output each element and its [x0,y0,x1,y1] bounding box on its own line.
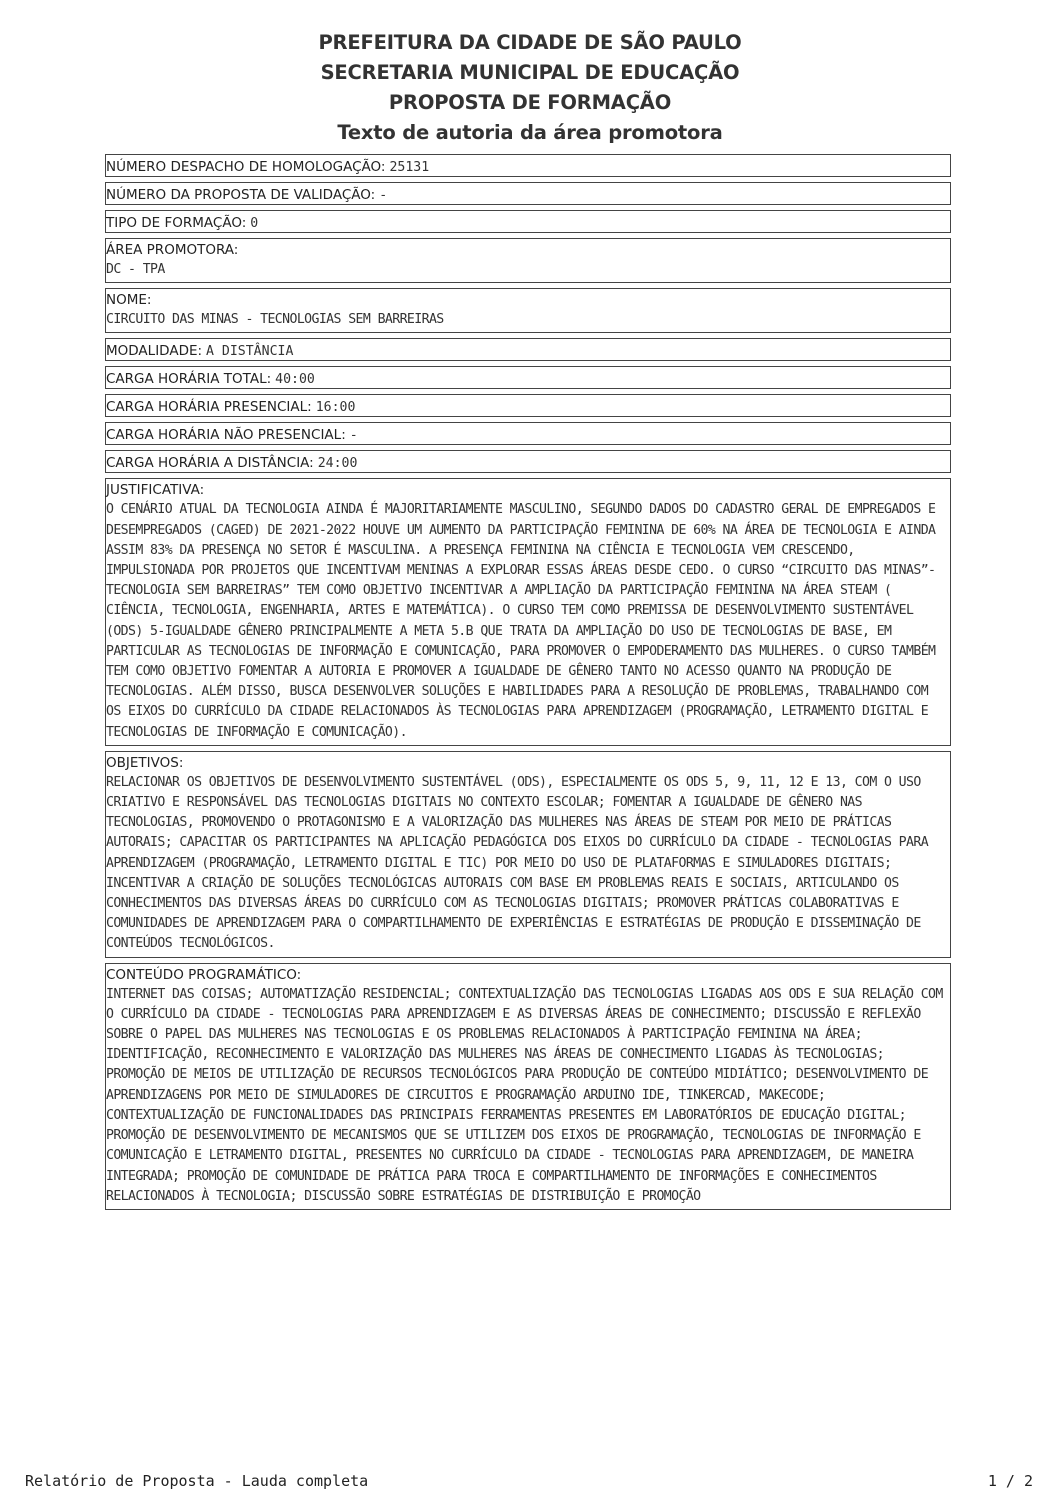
header-city: PREFEITURA DA CIDADE DE SÃO PAULO [318,31,742,54]
field-carga-nao-presencial [105,422,951,445]
form-fields [105,154,951,1215]
field-value: CIRCUITO DAS MINAS - TECNOLOGIAS SEM BARREIRAS [106,312,444,328]
document-header [0,28,1060,148]
field-area-promotora [105,238,951,283]
field-label: NÚMERO DA PROPOSTA DE VALIDAÇÃO: [106,187,376,203]
field-label: OBJETIVOS: [106,754,184,771]
field-nome [105,288,951,333]
field-carga-presencial [105,394,951,417]
field-value: RELACIONAR OS OBJETIVOS DE DESENVOLVIMENTO SUSTENTÁVEL (ODS), ESPECIALMENTE OS ODS 5, 9, 11, 12 E 13, COM O USO CRIATIVO E RESPONSÁVEL DAS TECNOLOGIAS DIGITAIS NO CONTEXTO ESCOLAR; FOMENTAR A IGUALDADE DE GÊNERO NAS TECNOLOGIAS, PROMOVENDO O PROTAGONISMO E A VALORIZAÇÃO DAS MULHERES NAS ÁREAS DE STEAM POR MEIO DE PRÁTICAS AUTORAIS; CAPACITAR OS PARTICIPANTES NA APLICAÇÃO PEDAGÓGICA DOS EIXOS DO CURRÍCULO DA CIDADE - TECNOLOGIAS PARA APRENDIZAGEM (PROGRAMAÇÃO, LETRAMENTO DIGITAL E TIC) POR MEIO DO USO DE PLATAFORMAS E SIMULADORES DIGITAIS; INCENTIVAR A CRIAÇÃO DE SOLUÇÕES TECNOLÓGICAS AUTORAIS COM BASE EM PROBLEMAS REAIS E SOCIAIS, ARTICULANDO OS CONHECIMENTOS DAS DIVERSAS ÁREAS DO CURRÍCULO COM AS TECNOLOGIAS DIGITAIS; PROMOVER PRÁTICAS COLABORATIVAS E COMUNIDADES DE APRENDIZAGEM PARA O COMPARTILHAMENTO DE EXPERIÊNCIAS E ESTRATÉGIAS DE PRODUÇÃO E DISSEMINAÇÃO DE CONTEÚDOS TECNOLÓGICOS. [106,774,936,952]
field-value: 16:00 [315,400,356,416]
field-label: TIPO DE FORMAÇÃO: [106,215,247,231]
field-carga-distancia [105,450,951,473]
field-carga-total [105,366,951,389]
field-conteudo-programatico [105,963,951,1210]
field-label: CARGA HORÁRIA PRESENCIAL: [106,399,312,416]
header-secretariat: SECRETARIA MUNICIPAL DE EDUCAÇÃO [320,61,740,84]
field-label: NOME: [106,292,152,309]
header-title: PROPOSTA DE FORMAÇÃO [388,91,672,114]
field-value: INTERNET DAS COISAS; AUTOMATIZAÇÃO RESIDENCIAL; CONTEXTUALIZAÇÃO DAS TECNOLOGIAS LIGADAS AOS ODS E SUA RELAÇÃO COM O CURRÍCULO DA CIDADE - TECNOLOGIAS PARA APRENDIZAGEM E AS DIVERSAS ÁREAS DE CONHECIMENTO; DISCUSSÃO E REFLEXÃO SOBRE O PAPEL DAS MULHERES NAS TECNOLOGIAS E OS PROBLEMAS RELACIONADOS À PARTICIPAÇÃO FEMININA NA ÁREA; IDENTIFICAÇÃO, RECONHECIMENTO E VALORIZAÇÃO DAS MULHERES NAS ÁREAS DE CONHECIMENTO LIGADAS ÀS TECNOLOGIAS; PROMOÇÃO DE MEIOS DE UTILIZAÇÃO DE RECURSOS TECNOLÓGICOS PARA PRODUÇÃO DE CONTEÚDO MIDIÁTICO; DESENVOLVIMENTO DE APRENDIZAGENS POR MEIO DE SIMULADORES DE CIRCUITOS E PROGRAMAÇÃO ARDUINO IDE, TINKERCAD, MAKECODE; CONTEXTUALIZAÇÃO DE FUNCIONALIDADES DAS PRINCIPAIS FERRAMENTAS PRESENTES EM LABORATÓRIOS DE EDUCAÇÃO DIGITAL; PROMOÇÃO DE DESENVOLVIMENTO DE MECANISMOS QUE SE UTILIZEM DOS EIXOS DE PROGRAMAÇÃO, TECNOLOGIAS DE INFORMAÇÃO E COMUNICAÇÃO E LETRAMENTO DIGITAL, PRESENTES NO CURRÍCULO DA CIDADE - TECNOLOGIAS PARA APRENDIZAGEM, DE MANEIRA INTEGRADA; PROMOÇÃO DE COMUNIDADE DE PRÁTICA PARA TROCA E COMPARTILHAMENTO DE INFORMAÇÕES E CONHECIMENTOS RELACIONADOS À TECNOLOGIA; DISCUSSÃO SOBRE ESTRATÉGIAS DE DISTRIBUIÇÃO E PROMOÇÃO [106,986,951,1204]
field-value: 0 [250,216,259,231]
field-label: JUSTIFICATIVA: [106,482,205,499]
field-label: CARGA HORÁRIA A DISTÂNCIA: [106,455,314,472]
field-value: - [379,188,388,203]
field-modalidade [105,338,951,361]
field-value: A DISTÂNCIA [206,344,294,360]
field-value: DC - TPA [106,262,165,277]
field-value: 24:00 [317,456,358,472]
page-number: 1 / 2 [987,1472,1033,1490]
field-label: NÚMERO DESPACHO DE HOMOLOGAÇÃO: [106,159,386,175]
field-objetivos [105,751,951,958]
field-despacho [105,154,951,177]
field-proposta [105,182,951,205]
field-label: CARGA HORÁRIA TOTAL: [106,371,272,388]
header-subtitle: Texto de autoria da área promotora [337,121,723,144]
field-value: 25131 [389,160,430,175]
field-value: O CENÁRIO ATUAL DA TECNOLOGIA AINDA É MAJORITARIAMENTE MASCULINO, SEGUNDO DADOS DO CADASTRO GERAL DE EMPREGADOS E DESEMPREGADOS (CAGED) DE 2021-2022 HOUVE UM AUMENTO DA PARTICIPAÇÃO FEMININA DE 60% NA ÁREA DE TECNOLOGIA E AINDA ASSIM 83% DA PRESENÇA NO SETOR É MASCULINA. A PRESENÇA FEMININA NA CIÊNCIA E TECNOLOGIA VEM CRESCENDO, IMPULSIONADA POR PROJETOS QUE INCENTIVAM MENINAS A EXPLORAR ESSAS ÁREAS DESDE CEDO. O CURSO “CIRCUITO DAS MINAS”-TECNOLOGIA SEM BARREIRAS” TEM COMO OBJETIVO INCENTIVAR A AMPLIAÇÃO DA PARTICIPAÇÃO FEMININA NA ÁREA STEAM ( CIÊNCIA, TECNOLOGIA, ENGENHARIA, ARTES E MATEMÁTICA). O CURSO TEM COMO PREMISSA DE DESENVOLVIMENTO SUSTENTÁVEL (ODS) 5-IGUALDADE GÊNERO PRINCIPALMENTE A META 5.B QUE TRATA DA AMPLIAÇÃO DO USO DE TECNOLOGIAS DE BASE, EM PARTICULAR AS TECNOLOGIAS DE INFORMAÇÃO E COMUNICAÇÃO, PARA PROMOVER O EMPODERAMENTO DAS MULHERES. O CURSO TAMBÉM TEM COMO OBJETIVO FOMENTAR A AUTORIA E PROMOVER A IGUALDADE DE GÊNERO TANTO NO ACESSO QUANTO NA PRODUÇÃO DE TECNOLOGIAS. ALÉM DISSO, BUSCA DESENVOLVER SOLUÇÕES E HABILIDADES PARA A RESOLUÇÃO DE PROBLEMAS, TRABALHANDO COM OS EIXOS DO CURRÍCULO DA CIDADE RELACIONADOS ÀS TECNOLOGIAS PARA APRENDIZAGEM (PROGRAMAÇÃO, LETRAMENTO DIGITAL E TECNOLOGIAS DE INFORMAÇÃO E COMUNICAÇÃO). [106,502,943,740]
field-value: 40:00 [275,372,315,388]
field-label: CARGA HORÁRIA NÃO PRESENCIAL: [106,427,346,444]
field-label: ÁREA PROMOTORA: [106,242,239,258]
field-value: - [349,428,358,444]
field-tipo [105,210,951,233]
field-label: MODALIDADE: [106,343,203,360]
footer-report-title: Relatório de Proposta - Lauda completa [25,1472,369,1490]
field-label: CONTEÚDO PROGRAMÁTICO: [106,966,302,983]
field-justificativa [105,478,951,745]
page-footer [25,1472,1033,1490]
